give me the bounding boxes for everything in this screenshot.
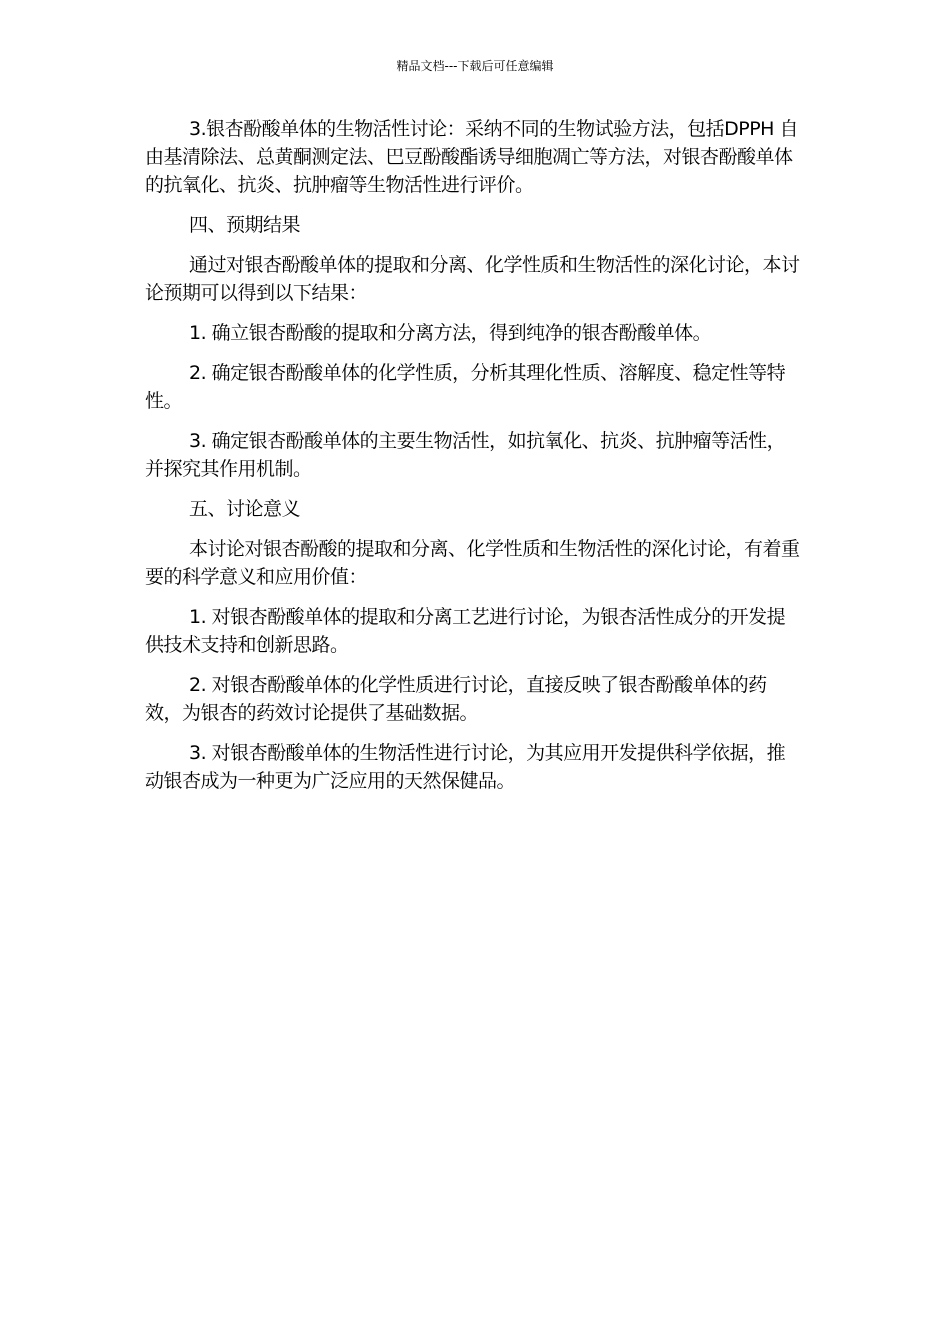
list-item-significance-1: 1. 对银杏酚酸单体的提取和分离工艺进行讨论，为银杏活性成分的开发提供技术支持和创新思路。 xyxy=(145,606,786,656)
list-item-significance-3: 3. 对银杏酚酸单体的生物活性进行讨论，为其应用开发提供科学依据，推动银杏成为一种更为广泛应用的天然保健品。 xyxy=(145,742,786,792)
page-header: 精品文档---下载后可任意编辑 xyxy=(396,59,554,73)
paragraph-significance-intro: 本讨论对银杏酚酸的提取和分离、化学性质和生物活性的深化讨论，有着重要的科学意义和应用价值： xyxy=(145,538,800,588)
list-item-expected-2: 2. 确定银杏酚酸单体的化学性质，分析其理化性质、溶解度、稳定性等特性。 xyxy=(145,362,786,412)
list-item-expected-3: 3. 确定银杏酚酸单体的主要生物活性，如抗氧化、抗炎、抗肿瘤等活性，并探究其作用机制。 xyxy=(145,430,786,480)
section-heading-expected-results: 四、预期结果 xyxy=(189,214,301,236)
paragraph-expected-intro: 通过对银杏酚酸单体的提取和分离、化学性质和生物活性的深化讨论，本讨论预期可以得到以下结果： xyxy=(145,254,800,304)
section-heading-significance: 五、讨论意义 xyxy=(189,498,301,520)
document-body xyxy=(145,115,800,807)
list-item-significance-2: 2. 对银杏酚酸单体的化学性质进行讨论，直接反映了银杏酚酸单体的药效，为银杏的药效讨论提供了基础数据。 xyxy=(145,674,767,724)
paragraph-bioactivity-method: 3.银杏酚酸单体的生物活性讨论：采纳不同的生物试验方法，包括DPPH 自由基清除法、总黄酮测定法、巴豆酚酸酯诱导细胞凋亡等方法，对银杏酚酸单体的抗氧化、抗炎、抗肿瘤等生物活性进行评价。 xyxy=(145,118,799,196)
list-item-expected-1: 1. 确立银杏酚酸的提取和分离方法，得到纯净的银杏酚酸单体。 xyxy=(189,322,712,344)
